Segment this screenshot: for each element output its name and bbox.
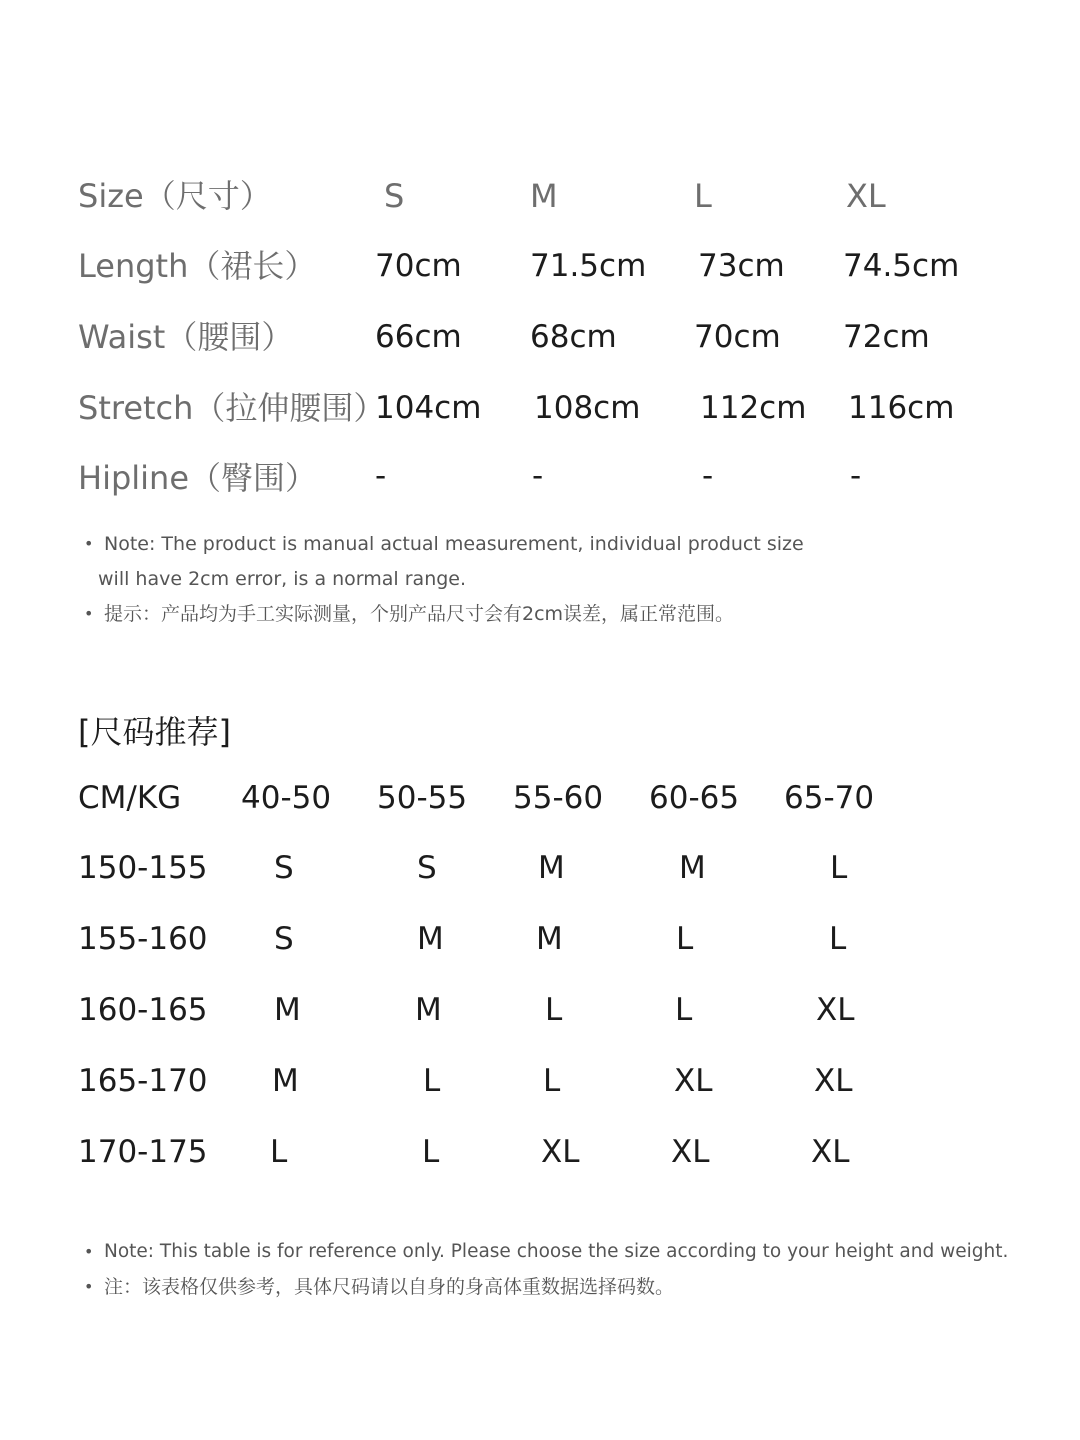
waist-xl: 72cm (843, 319, 930, 355)
rec-cell: M (679, 850, 706, 886)
length-s: 70cm (375, 248, 462, 284)
waist-label: Waist（腰围） (78, 318, 294, 356)
waist-m: 68cm (530, 319, 617, 355)
rec-cell: L (270, 1134, 288, 1170)
bullet-icon: • (84, 534, 94, 553)
hipline-l: - (702, 458, 714, 494)
rec-cell: S (417, 850, 437, 886)
rec-cell: L (676, 921, 694, 957)
rec-row-height: 165-170 (78, 1063, 208, 1099)
stretch-s: 104cm (375, 390, 482, 426)
stretch-xl: 116cm (848, 390, 955, 426)
bullet-icon: • (84, 1242, 94, 1261)
size-header-s: S (384, 177, 405, 215)
hipline-label: Hipline（臀围） (78, 459, 318, 497)
stretch-label: Stretch（拉伸腰围） (78, 389, 386, 427)
hipline-xl: - (850, 458, 862, 494)
waist-l: 70cm (694, 319, 781, 355)
rec-row-height: 150-155 (78, 850, 208, 886)
rec-cell: L (423, 1063, 441, 1099)
hipline-m: - (532, 458, 544, 494)
size-header-l: L (694, 177, 712, 215)
rec-row-height: 170-175 (78, 1134, 208, 1170)
size-header-m: M (530, 177, 558, 215)
rec-cell: M (274, 992, 301, 1028)
bullet-icon: • (84, 604, 94, 623)
rec-header-weight: 65-70 (784, 780, 875, 816)
rec-cell: L (543, 1063, 561, 1099)
size-header-label: Size（尺寸） (78, 177, 272, 215)
rec-note-cn: 注：该表格仅供参考，具体尺码请以自身的身高体重数据选择码数。 (104, 1276, 675, 1298)
rec-cell: XL (814, 1063, 853, 1099)
rec-header-label: CM/KG (78, 780, 182, 816)
rec-cell: XL (541, 1134, 580, 1170)
rec-header-weight: 55-60 (513, 780, 604, 816)
bullet-icon: • (84, 1277, 94, 1296)
rec-cell: XL (671, 1134, 710, 1170)
waist-s: 66cm (375, 319, 462, 355)
rec-row-height: 155-160 (78, 921, 208, 957)
rec-cell: L (422, 1134, 440, 1170)
hipline-s: - (375, 458, 387, 494)
rec-cell: M (538, 850, 565, 886)
rec-cell: L (545, 992, 563, 1028)
size-note-cn: 提示：产品均为手工实际测量，个别产品尺寸会有2cm误差，属正常范围。 (104, 603, 735, 625)
rec-cell: XL (811, 1134, 850, 1170)
size-header-xl: XL (846, 177, 886, 215)
stretch-m: 108cm (534, 390, 641, 426)
length-l: 73cm (698, 248, 785, 284)
size-note-en-line1: Note: The product is manual actual measurement, individual product size (104, 533, 804, 555)
rec-cell: L (829, 921, 847, 957)
rec-cell: S (274, 921, 294, 957)
rec-cell: M (417, 921, 444, 957)
stretch-l: 112cm (700, 390, 807, 426)
rec-cell: XL (816, 992, 855, 1028)
rec-cell: M (536, 921, 563, 957)
length-label: Length（裙长） (78, 247, 317, 285)
rec-row-height: 160-165 (78, 992, 208, 1028)
rec-cell: M (272, 1063, 299, 1099)
rec-cell: L (675, 992, 693, 1028)
size-note-en-line2: will have 2cm error, is a normal range. (98, 568, 467, 590)
rec-cell: XL (674, 1063, 713, 1099)
rec-cell: M (415, 992, 442, 1028)
rec-header-weight: 60-65 (649, 780, 740, 816)
rec-note-en: Note: This table is for reference only. Please choose the size according to your height and weight. (104, 1241, 1009, 1262)
length-xl: 74.5cm (843, 248, 960, 284)
rec-cell: L (830, 850, 848, 886)
recommendation-title: [尺码推荐] (78, 713, 231, 751)
length-m: 71.5cm (530, 248, 647, 284)
rec-header-weight: 50-55 (377, 780, 468, 816)
rec-cell: S (274, 850, 294, 886)
rec-header-weight: 40-50 (241, 780, 332, 816)
